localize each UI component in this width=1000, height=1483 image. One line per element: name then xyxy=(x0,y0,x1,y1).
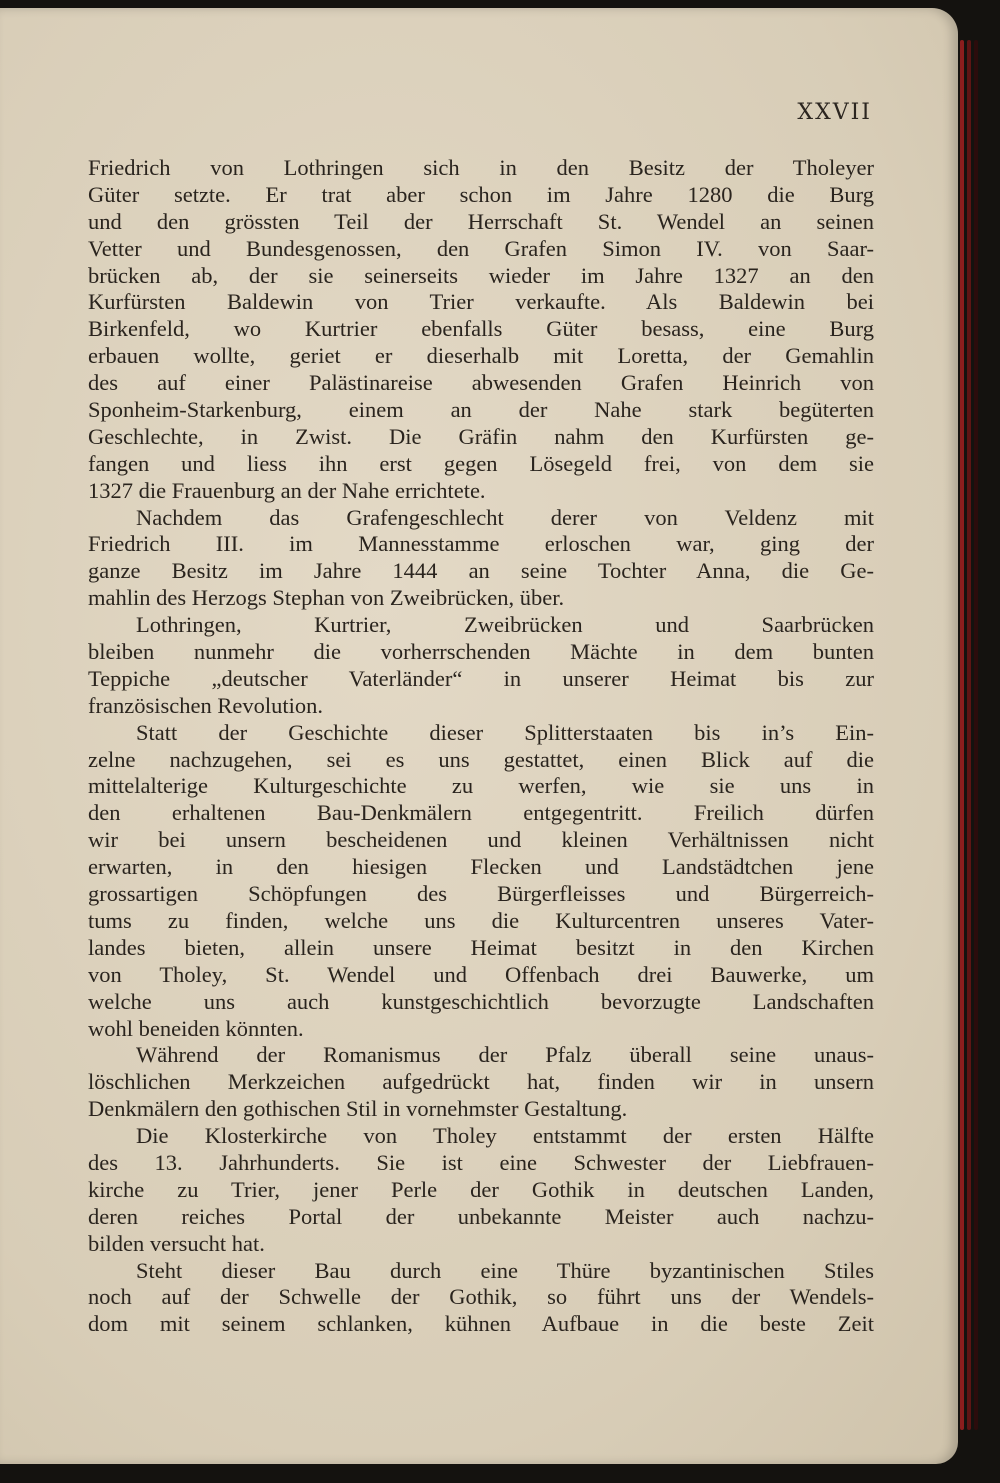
text-line: des auf einer Palästinareise abwesenden Grafen Heinrich von xyxy=(88,370,874,396)
text-line: den erhaltenen Bau-Denkmälern entgegentritt. Freilich dürfen xyxy=(88,800,874,826)
text-line: dom mit seinem schlanken, kühnen Aufbaue in die beste Zeit xyxy=(88,1311,874,1337)
text-line: wohl beneiden könnten. xyxy=(88,1015,304,1041)
cover-edge xyxy=(960,40,964,1430)
text-line: löschlichen Merkzeichen aufgedrückt hat, finden wir in unsern xyxy=(88,1069,874,1095)
paragraph xyxy=(88,155,874,505)
text-line: landes bieten, allein unsere Heimat besitzt in den Kirchen xyxy=(88,934,874,960)
text-line: deren reiches Portal der unbekannte Meister auch nachzu- xyxy=(88,1203,874,1229)
text-line: Teppiche „deutscher Vaterländer“ in unserer Heimat bis zur xyxy=(88,665,874,691)
text-line: mahlin des Herzogs Stephan von Zweibrücken, über. xyxy=(88,585,565,611)
text-line: welche uns auch kunstgeschichtlich bevorzugte Landschaften xyxy=(88,988,874,1014)
cover-edge xyxy=(974,40,978,1430)
text-line: fangen und liess ihn erst gegen Lösegeld frei, von dem sie xyxy=(88,450,874,476)
text-line: von Tholey, St. Wendel und Offenbach drei Bauwerke, um xyxy=(88,961,874,987)
body-text xyxy=(88,155,874,1338)
paragraph xyxy=(88,505,874,613)
text-line: des 13. Jahrhunderts. Sie ist eine Schwester der Liebfrauen- xyxy=(88,1149,874,1175)
text-line: grossartigen Schöpfungen des Bürgerfleisses und Bürgerreich- xyxy=(88,881,874,907)
text-line: französischen Revolution. xyxy=(88,692,323,718)
paragraph xyxy=(88,720,874,1043)
text-line: Die Klosterkirche von Tholey entstammt der ersten Hälfte xyxy=(136,1123,874,1149)
text-line: Sponheim-Starkenburg, einem an der Nahe stark begüterten xyxy=(88,397,874,423)
text-line: Birkenfeld, wo Kurtrier ebenfalls Güter besass, eine Burg xyxy=(88,316,874,342)
text-line: Während der Romanismus der Pfalz überall seine unaus- xyxy=(136,1042,874,1068)
text-line: Güter setzte. Er trat aber schon im Jahre 1280 die Burg xyxy=(88,181,874,207)
page-number: XXVII xyxy=(797,100,872,125)
text-line: Nachdem das Grafengeschlecht derer von Veldenz mit xyxy=(136,504,874,530)
text-line: Friedrich III. im Mannesstamme erloschen war, ging der xyxy=(88,531,874,557)
paragraph xyxy=(88,1042,874,1123)
book-page xyxy=(0,8,958,1464)
text-line: mittelalterige Kulturgeschichte zu werfen, wie sie uns in xyxy=(88,773,874,799)
text-line: Denkmälern den gothischen Stil in vornehmster Gestaltung. xyxy=(88,1096,628,1122)
text-line: Kurfürsten Baldewin von Trier verkaufte. Als Baldewin bei xyxy=(88,289,874,315)
text-line: bleiben nunmehr die vorherrschenden Mächte in dem bunten xyxy=(88,639,874,665)
text-line: wir bei unsern bescheidenen und kleinen Verhältnissen nicht xyxy=(88,827,874,853)
text-line: ganze Besitz im Jahre 1444 an seine Tochter Anna, die Ge- xyxy=(88,558,874,584)
text-line: Vetter und Bundesgenossen, den Grafen Simon IV. von Saar- xyxy=(88,235,874,261)
cover-edge xyxy=(967,40,971,1430)
text-line: Friedrich von Lothringen sich in den Besitz der Tholeyer xyxy=(88,155,874,180)
text-line: kirche zu Trier, jener Perle der Gothik in deutschen Landen, xyxy=(88,1176,874,1202)
paragraph xyxy=(88,612,874,720)
text-line: und den grössten Teil der Herrschaft St. Wendel an seinen xyxy=(88,208,874,234)
text-line: Steht dieser Bau durch eine Thüre byzantinischen Stiles xyxy=(136,1257,874,1283)
text-line: Lothringen, Kurtrier, Zweibrücken und Saarbrücken xyxy=(136,612,874,638)
paragraph xyxy=(88,1258,874,1339)
text-line: Statt der Geschichte dieser Splitterstaaten bis in’s Ein- xyxy=(136,719,874,745)
text-line: bilden versucht hat. xyxy=(88,1230,265,1256)
paragraph xyxy=(88,1123,874,1257)
text-line: erwarten, in den hiesigen Flecken und Landstädtchen jene xyxy=(88,854,874,880)
text-line: tums zu finden, welche uns die Kulturcentren unseres Vater- xyxy=(88,907,874,933)
text-line: zelne nachzugehen, sei es uns gestattet, einen Blick auf die xyxy=(88,746,874,772)
text-line: brücken ab, der sie seinerseits wieder im Jahre 1327 an den xyxy=(88,262,874,288)
text-line: 1327 die Frauenburg an der Nahe errichtete. xyxy=(88,477,486,503)
text-line: Geschlechte, in Zwist. Die Gräfin nahm den Kurfürsten ge- xyxy=(88,423,874,449)
text-line: noch auf der Schwelle der Gothik, so führt uns der Wendels- xyxy=(88,1284,874,1310)
text-line: erbauen wollte, geriet er dieserhalb mit Loretta, der Gemahlin xyxy=(88,343,874,369)
